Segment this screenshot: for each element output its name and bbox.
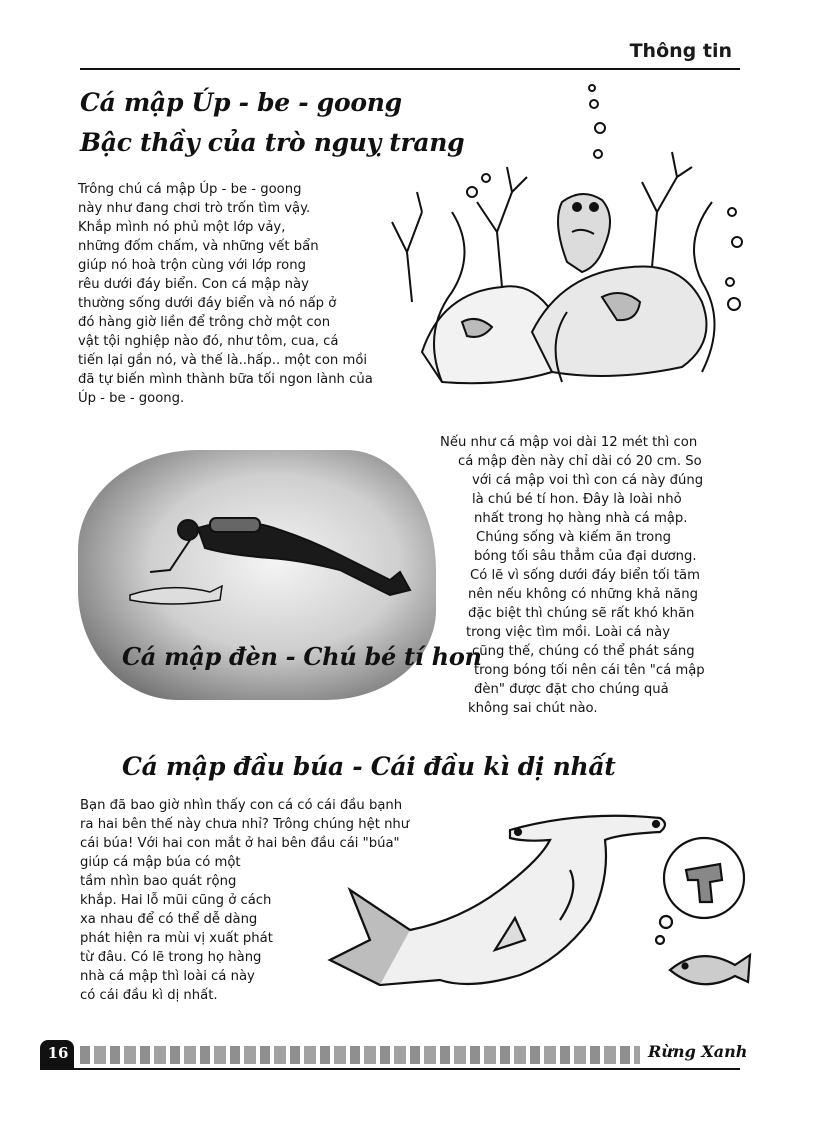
article2-line: trong việc tìm mồi. Loài cá này	[466, 625, 671, 640]
article2-line: đèn" được đặt cho chúng quả	[474, 682, 669, 697]
article3-line: cái búa! Với hai con mắt ở hai bên đầu cái "búa"	[80, 836, 400, 851]
article1-line: đã tự biến mình thành bữa tối ngon lành của	[78, 372, 373, 387]
article2-line: trong bóng tối nên cái tên "cá mập	[474, 663, 705, 678]
article3-line: Bạn đã bao giờ nhìn thấy con cá có cái đầu bạnh	[80, 798, 403, 813]
footer-divider	[44, 1068, 740, 1070]
header-divider	[80, 68, 740, 70]
animal-silhouette-strip	[80, 1046, 640, 1064]
article2-line: không sai chút nào.	[468, 701, 598, 716]
article2-line: cá mập đèn này chỉ dài có 20 cm. So	[458, 454, 702, 469]
article2-line: là chú bé tí hon. Đây là loài nhỏ	[472, 492, 682, 507]
article3-line: giúp cá mập búa có một	[80, 855, 241, 870]
article1-title-line1: Cá mập Úp - be - goong	[80, 88, 402, 117]
article1-line: vật tội nghiệp nào đó, như tôm, cua, cá	[78, 334, 339, 349]
article3-line: từ đâu. Có lẽ trong họ hàng	[80, 950, 262, 965]
article3-line: có cái đầu kì dị nhất.	[80, 988, 218, 1003]
article2-line: bóng tối sâu thẳm của đại dương.	[474, 549, 697, 564]
article1-line: rêu dưới đáy biển. Con cá mập này	[78, 277, 309, 292]
article1-line: Úp - be - goong.	[78, 391, 185, 406]
article3-line: nhà cá mập thì loài cá này	[80, 969, 255, 984]
article3-line: tầm nhìn bao quát rộng	[80, 874, 237, 889]
article2-line: Có lẽ vì sống dưới đáy biển tối tăm	[470, 568, 700, 583]
article3-line: khắp. Hai lỗ mũi cũng ở cách	[80, 893, 272, 908]
article2-line: Nếu như cá mập voi dài 12 mét thì con	[440, 435, 698, 450]
article1-line: những đốm chấm, và những vết bẩn	[78, 239, 319, 254]
brand-name: Rừng Xanh	[648, 1042, 748, 1061]
article1-line: này như đang chơi trò trốn tìm vậy.	[78, 201, 311, 216]
article1-line: Khắp mình nó phủ một lớp vảy,	[78, 220, 286, 235]
article3-title: Cá mập đầu búa - Cái đầu kì dị nhất	[122, 752, 616, 781]
article1-body	[78, 180, 418, 408]
section-label: Thông tin	[629, 40, 732, 62]
article1-title-line2: Bậc thầy của trò nguỵ trang	[80, 128, 465, 157]
hammerhead-illustration	[320, 790, 760, 1020]
article2-line: Chúng sống và kiếm ăn trong	[476, 530, 671, 545]
article2-line: cũng thế, chúng có thể phát sáng	[472, 644, 695, 659]
article2-line: với cá mập voi thì con cá này đúng	[472, 473, 704, 488]
article2-line: nên nếu không có những khả năng	[468, 587, 698, 602]
article2-title: Cá mập đèn - Chú bé tí hon	[122, 642, 482, 671]
article1-line: đó hàng giờ liền để trông chờ một con	[78, 315, 331, 330]
article1-line: Trông chú cá mập Úp - be - goong	[78, 182, 302, 197]
article1-line: thường sống dưới đáy biển và nó nấp ở	[78, 296, 337, 311]
article3-line: phát hiện ra mùi vị xuất phát	[80, 931, 273, 946]
article2-line: đặc biệt thì chúng sẽ rất khó khăn	[468, 606, 695, 621]
page-number: 16	[47, 1044, 69, 1062]
article1-line: tiến lại gần nó, và thế là..hấp.. một con mồi	[78, 353, 368, 368]
article2-line: nhất trong họ hàng nhà cá mập.	[474, 511, 688, 526]
diver-illustration	[110, 500, 420, 620]
article1-line: giúp nó hoà trộn cùng với lớp rong	[78, 258, 306, 273]
article2-body	[440, 433, 760, 718]
article3-line: xa nhau để có thể dễ dàng	[80, 912, 258, 927]
wobbegong-illustration	[382, 82, 752, 402]
article3-line: ra hai bên thế này chưa nhỉ? Trông chúng hệt như	[80, 817, 410, 832]
